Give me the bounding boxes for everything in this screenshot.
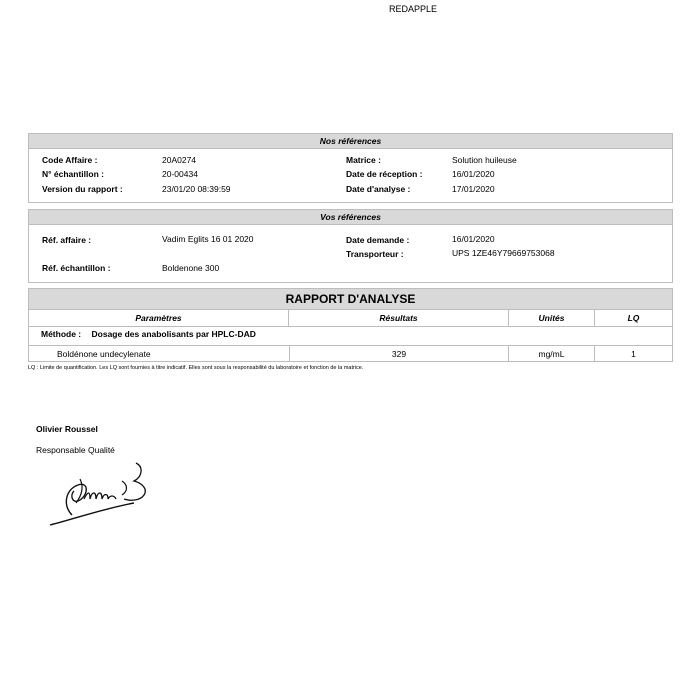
our-references-box xyxy=(28,133,673,203)
sample-number-label: N° échantillon : xyxy=(42,169,104,179)
case-ref-label: Réf. affaire : xyxy=(42,235,92,245)
row-result: 329 xyxy=(289,346,509,362)
row-parameter: Boldénone undecylenate xyxy=(57,349,151,359)
signer-role: Responsable Qualité xyxy=(36,445,115,455)
col-units: Unités xyxy=(509,310,595,326)
carrier-label: Transporteur : xyxy=(346,249,404,259)
reception-date-value: 16/01/2020 xyxy=(452,169,495,179)
row-unit: mg/mL xyxy=(509,346,595,362)
report-table-header xyxy=(29,310,672,327)
method-value: Dosage des anabolisants par HPLC-DAD xyxy=(91,329,256,339)
request-date-value: 16/01/2020 xyxy=(452,234,495,244)
analysis-date-label: Date d'analyse : xyxy=(346,184,411,194)
matrix-value: Solution huileuse xyxy=(452,155,517,165)
sample-number-value: 20-00434 xyxy=(162,169,198,179)
method-row xyxy=(41,329,256,339)
company-header: REDAPPLE xyxy=(388,4,438,14)
table-row xyxy=(29,345,672,362)
analysis-date-value: 17/01/2020 xyxy=(452,184,495,194)
case-ref-value: Vadim Eglits 16 01 2020 xyxy=(162,234,254,244)
report-version-label: Version du rapport : xyxy=(42,184,123,194)
method-label: Méthode : xyxy=(41,329,82,339)
sample-ref-value: Boldenone 300 xyxy=(162,263,220,273)
signer-name: Olivier Roussel xyxy=(36,424,98,434)
your-references-box xyxy=(28,209,673,283)
lq-footnote: LQ : Limite de quantification. Les LQ sont fournies à titre indicatif. Elles sont sous la responsabilité du laboratoire et fonction de la matrice. xyxy=(28,365,364,371)
your-references-title: Vos références xyxy=(29,210,672,225)
handwritten-signature xyxy=(44,455,174,530)
carrier-value: UPS 1ZE46Y79669753068 xyxy=(452,248,555,258)
report-version-value: 23/01/20 08:39:59 xyxy=(162,184,231,194)
analysis-report-box xyxy=(28,288,673,362)
report-title: RAPPORT D'ANALYSE xyxy=(29,289,672,310)
case-code-value: 20A0274 xyxy=(162,155,197,165)
sample-ref-label: Réf. échantillon : xyxy=(42,263,111,273)
reception-date-label: Date de réception : xyxy=(346,169,423,179)
matrix-label: Matrice : xyxy=(346,155,381,165)
request-date-label: Date demande : xyxy=(346,235,410,245)
col-parameters: Paramètres xyxy=(29,310,289,326)
case-code-label: Code Affaire : xyxy=(42,155,98,165)
row-lq: 1 xyxy=(631,349,636,359)
col-lq: LQ xyxy=(627,313,640,323)
our-references-title: Nos références xyxy=(29,134,672,149)
col-results: Résultats xyxy=(289,310,509,326)
